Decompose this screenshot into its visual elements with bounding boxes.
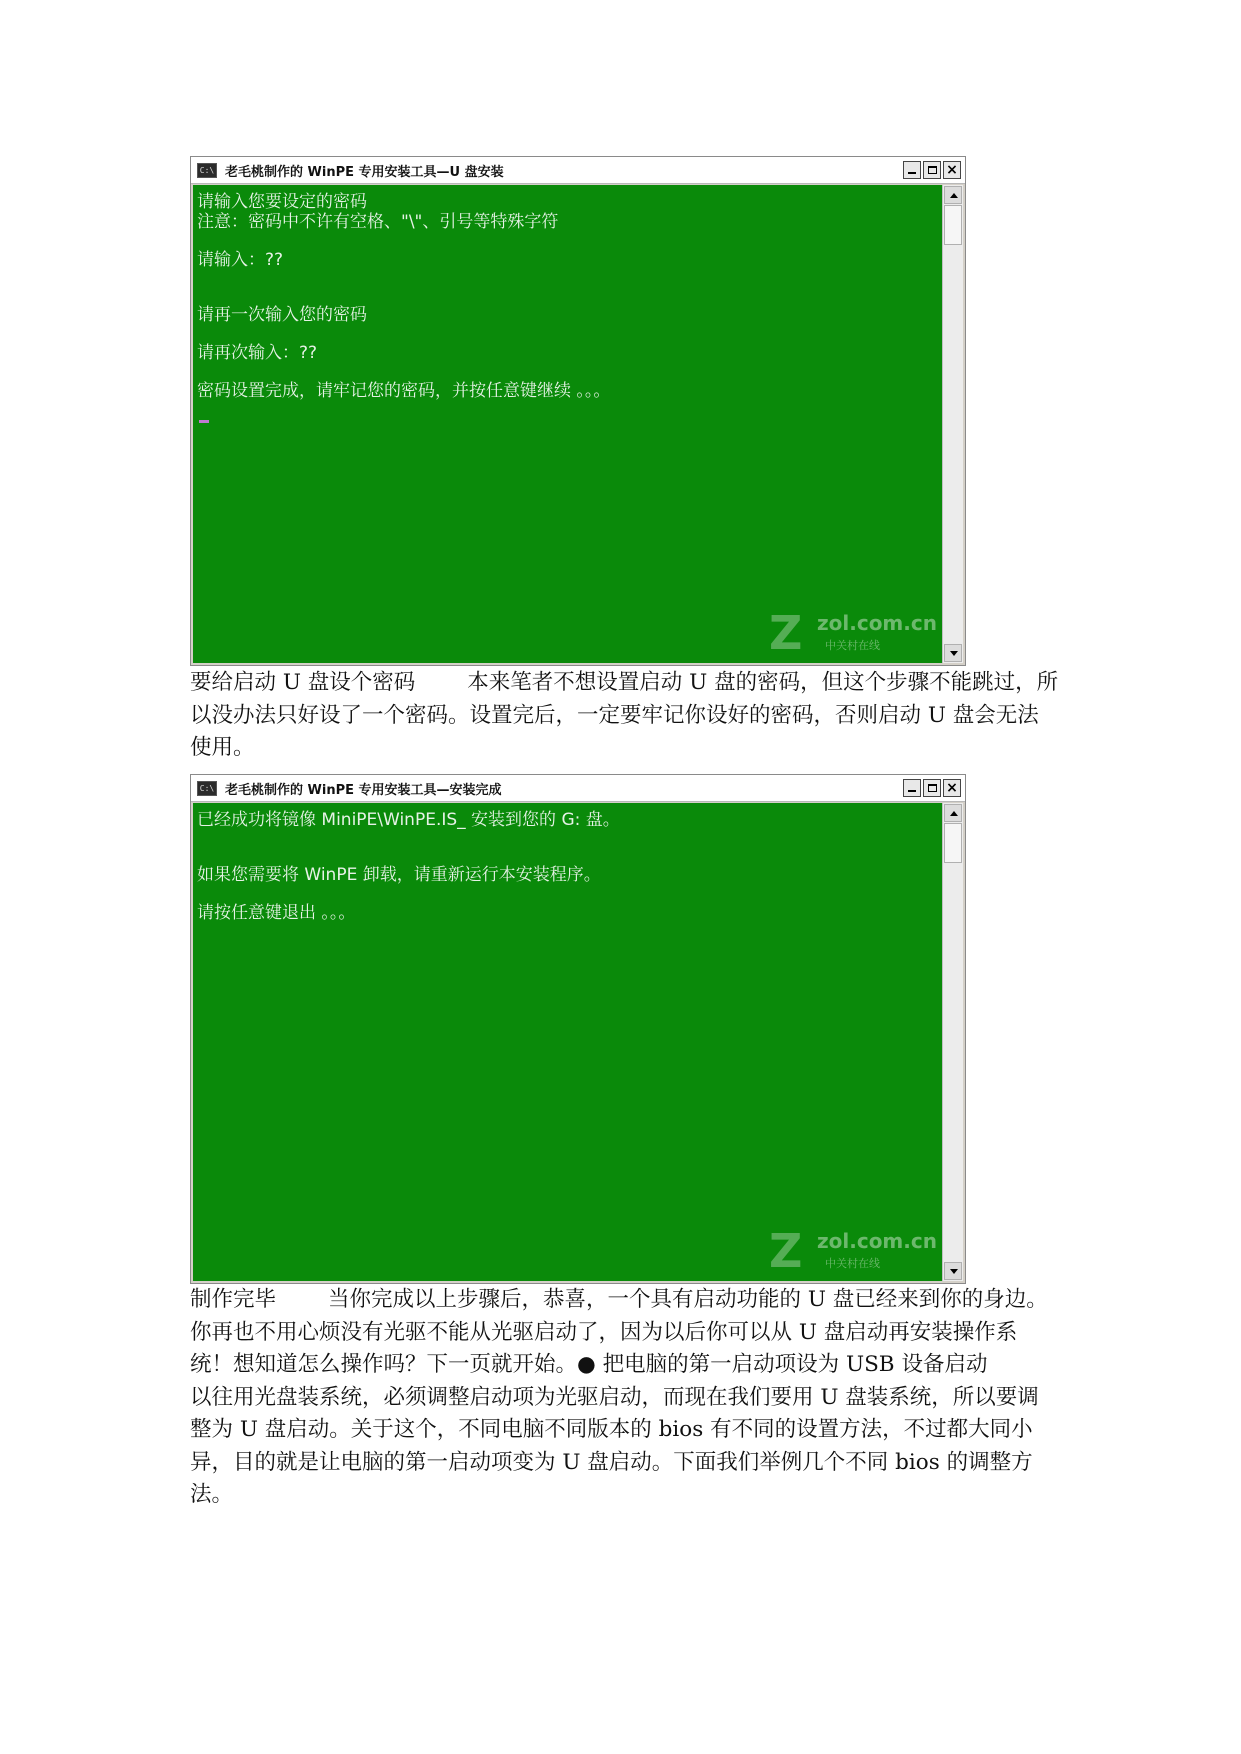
- title-bar[interactable]: [191, 157, 965, 184]
- scroll-thumb[interactable]: [944, 205, 962, 245]
- console-line: 请按任意键退出 。。。: [197, 903, 356, 923]
- watermark-site: zol.com.cn: [817, 611, 937, 635]
- scroll-thumb[interactable]: [944, 823, 962, 863]
- text-cursor: [199, 420, 209, 423]
- minimize-button[interactable]: [903, 161, 921, 179]
- close-icon: ×: [946, 780, 958, 796]
- minimize-button[interactable]: [903, 779, 921, 797]
- console-output[interactable]: [193, 185, 943, 663]
- console-window-password: [190, 156, 966, 666]
- console-window-complete: [190, 774, 966, 1284]
- zol-logo-icon: Z: [769, 1224, 803, 1278]
- maximize-button[interactable]: [923, 161, 941, 179]
- window-title: 老毛桃制作的 WinPE 专用安装工具—U 盘安装: [225, 164, 504, 180]
- minimize-icon: [908, 790, 916, 792]
- watermark-subtitle: 中关村在线: [825, 1257, 880, 1270]
- zol-watermark: [769, 606, 939, 660]
- scroll-up-button[interactable]: [944, 804, 962, 822]
- watermark-subtitle: 中关村在线: [825, 639, 880, 652]
- minimize-icon: [908, 172, 916, 174]
- close-icon: ×: [946, 162, 958, 178]
- maximize-button[interactable]: [923, 779, 941, 797]
- console-line: 已经成功将镜像 MiniPE\WinPE.IS_ 安装到您的 G: 盘。: [197, 810, 620, 830]
- close-button[interactable]: [943, 161, 961, 179]
- paragraph-complete: [190, 1284, 1060, 1512]
- console-line: 如果您需要将 WinPE 卸载，请重新运行本安装程序。: [197, 865, 601, 885]
- vertical-scrollbar[interactable]: [942, 185, 963, 663]
- paragraph-body: 本来笔者不想设置启动 U 盘的密码，但这个步骤不能跳过，所以没办法只好设了一个密码。设置完后，一定要牢记你设好的密码，否则启动 U 盘会无法使用。: [190, 670, 1059, 760]
- console-line: 注意：密码中不许有空格、"\"、引号等特殊字符: [197, 212, 559, 232]
- scroll-down-button[interactable]: [944, 644, 962, 662]
- vertical-scrollbar[interactable]: [942, 803, 963, 1281]
- console-line: 请输入您要设定的密码: [197, 192, 367, 212]
- console-line: 请再次输入：??: [197, 343, 318, 363]
- zol-watermark: [769, 1224, 939, 1278]
- maximize-icon: [928, 166, 937, 174]
- console-line: 请再一次输入您的密码: [197, 305, 367, 325]
- console-icon: C:\: [197, 781, 217, 796]
- close-button[interactable]: [943, 779, 961, 797]
- scroll-down-button[interactable]: [944, 1262, 962, 1280]
- console-line: 密码设置完成，请牢记您的密码，并按任意键继续 。。。: [197, 381, 611, 401]
- zol-logo-icon: Z: [769, 606, 803, 660]
- paragraph-body: 当你完成以上步骤后，恭喜，一个具有启动功能的 U 盘已经来到你的身边。你再也不用心烦没有光驱不能从光驱启动了，因为以后你可以从 U 盘启动再安装操作系统！想知道怎么操作吗？下一页就开始。: [190, 1287, 1048, 1377]
- bullet-icon: ●: [577, 1352, 596, 1377]
- console-line: 请输入：??: [197, 250, 284, 270]
- paragraph-set-password: [190, 667, 1060, 765]
- console-output[interactable]: [193, 803, 943, 1281]
- paragraph-heading: 要给启动 U 盘设个密码: [190, 670, 416, 695]
- maximize-icon: [928, 784, 937, 792]
- watermark-site: zol.com.cn: [817, 1229, 937, 1253]
- console-icon: C:\: [197, 163, 217, 178]
- paragraph-heading: 制作完毕: [190, 1287, 277, 1312]
- bullet-body: 以往用光盘装系统，必须调整启动项为光驱启动，而现在我们要用 U 盘装系统，所以要调整为 U 盘启动。关于这个，不同电脑不同版本的 bios 有不同的设置方法，不过都大同小异，目的就是让电脑的第一启动项变为 U 盘启动。下面我们举例几个不同 bios 的调整方法。: [190, 1384, 1039, 1507]
- bullet-heading: 把电脑的第一启动项设为 USB 设备启动: [602, 1352, 988, 1377]
- window-title: 老毛桃制作的 WinPE 专用安装工具—安装完成: [225, 782, 502, 798]
- scroll-up-button[interactable]: [944, 186, 962, 204]
- title-bar[interactable]: [191, 775, 965, 802]
